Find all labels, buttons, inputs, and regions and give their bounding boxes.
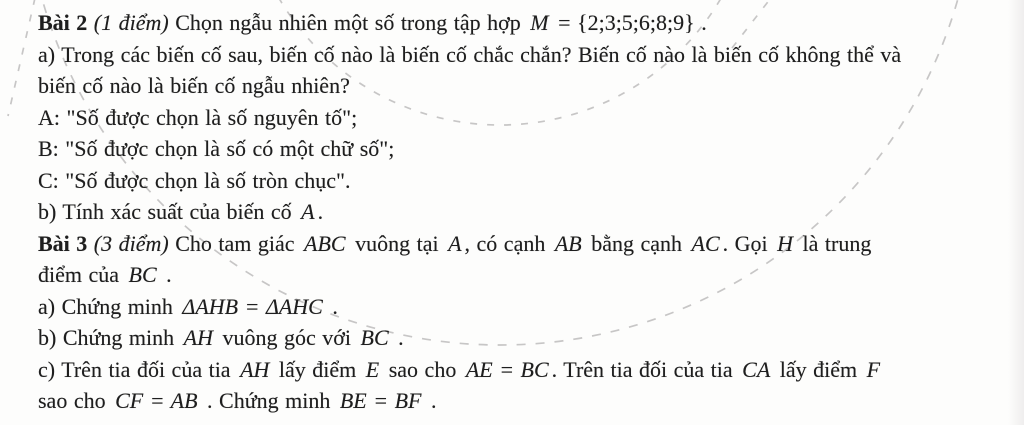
text-segment: lấy điểm (272, 356, 363, 382)
text-segment: Bài 2 (38, 10, 94, 35)
text-segment: M (530, 10, 549, 35)
text-segment: sao cho (382, 356, 463, 382)
text-segment: CF = AB (115, 388, 198, 413)
text-segment: A (448, 230, 462, 256)
text-line (38, 70, 1018, 102)
text-segment: B: "Số được chọn là số có một chữ số"; (38, 136, 395, 161)
text-segment: lấy điểm (773, 356, 864, 382)
text-line (38, 354, 1018, 386)
text-line (38, 291, 1018, 323)
text-line (38, 196, 1018, 228)
text-segment: A: "Số được chọn là số nguyên tố"; (38, 104, 358, 130)
text-segment: vuông góc với (215, 325, 358, 350)
text-segment: . (317, 199, 324, 224)
text-line (38, 322, 1018, 354)
text-segment: BC (128, 262, 157, 287)
text-segment: . (424, 388, 437, 413)
text-segment: BE = BF (339, 388, 422, 413)
text-line (38, 385, 1018, 417)
text-line (38, 228, 1018, 260)
text-segment: A (301, 199, 315, 224)
text-line (38, 259, 1018, 291)
document-lines (38, 7, 1018, 417)
text-segment: Cho tam giác (175, 230, 302, 256)
text-segment: E (365, 356, 380, 382)
text-segment: . Chứng minh (200, 388, 337, 413)
text-segment: bằng cạnh (584, 230, 689, 256)
text-line (38, 39, 1018, 71)
text-line (38, 102, 1018, 134)
text-segment: a) Chứng minh (38, 293, 180, 319)
text-segment: (1 điểm) (93, 10, 176, 35)
text-segment: CA (742, 356, 771, 382)
text-segment: F (866, 356, 881, 382)
text-segment: vuông tại (348, 230, 446, 256)
text-segment: (3 điểm) (93, 230, 176, 256)
text-segment: . Gọi (722, 230, 775, 256)
text-segment: = {2;3;5;6;8;9} . (551, 10, 707, 35)
text-segment: b) Tính xác suất của biến cố (38, 199, 299, 224)
text-segment: Bài 3 (38, 230, 94, 256)
text-segment: AH (183, 325, 213, 350)
text-segment: điểm của (38, 262, 126, 287)
text-segment: . Trên tia đối của tia (551, 356, 740, 382)
text-line (38, 165, 1018, 197)
text-segment: AB (554, 230, 582, 256)
text-segment: . (325, 293, 338, 319)
text-line (38, 7, 1018, 39)
text-segment: c) Trên tia đối của tia (38, 356, 238, 382)
text-segment: Chọn ngẫu nhiên một số trong tập hợp (175, 10, 528, 35)
text-segment: ABC (304, 230, 346, 256)
text-segment: là trung (796, 230, 872, 256)
text-segment: ΔAHB = ΔAHC (182, 293, 323, 319)
text-segment: AH (240, 356, 270, 382)
text-segment: BC (360, 325, 389, 350)
text-line (38, 133, 1018, 165)
text-segment: biến cố nào là biến cố ngẫu nhiên? (38, 73, 350, 98)
text-segment: AE = BC (465, 356, 549, 382)
text-segment: . (159, 262, 172, 287)
text-segment: , có cạnh (464, 230, 552, 256)
text-segment: b) Chứng minh (38, 325, 181, 350)
text-segment: . (391, 325, 404, 350)
text-segment: a) Trong các biến cố sau, biến cố nào là biến cố chắc chắn? Biến cố nào là biến cố không thể và (38, 41, 902, 67)
text-segment: H (777, 230, 794, 256)
watermark-dash-topleft (8, 0, 35, 116)
text-segment: C: "Số được chọn là số tròn chục". (38, 167, 351, 193)
text-segment: sao cho (38, 388, 113, 413)
text-segment: AC (691, 230, 720, 256)
